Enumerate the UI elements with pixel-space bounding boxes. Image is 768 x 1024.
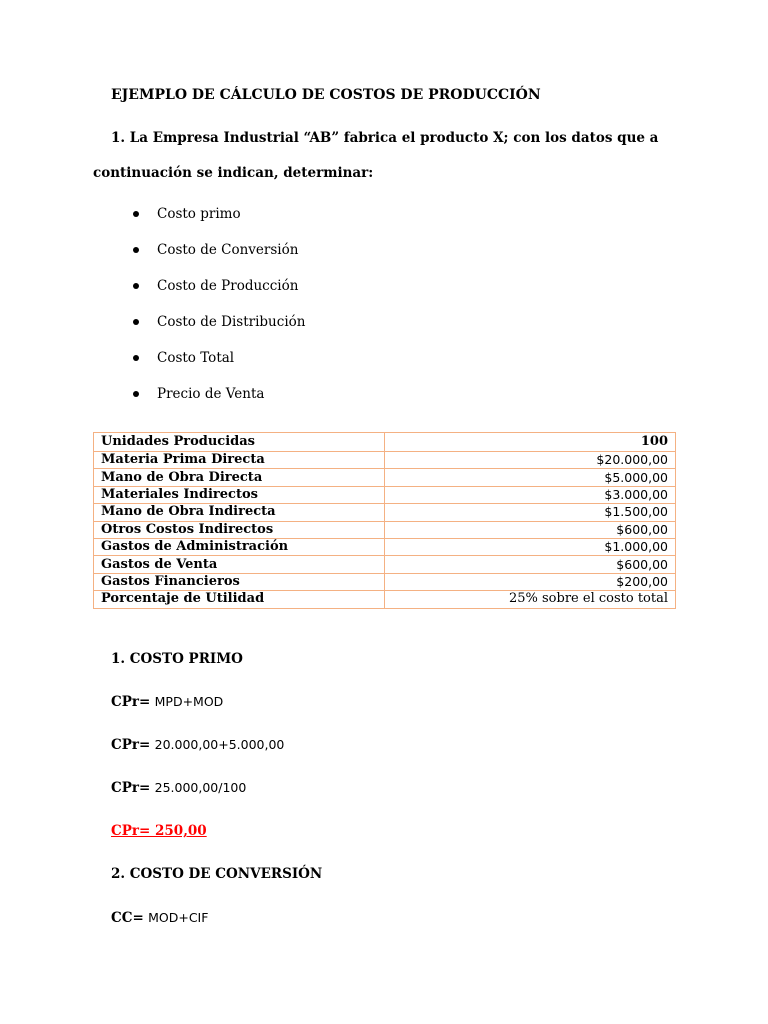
bullet-icon — [133, 283, 139, 289]
table-row — [94, 486, 676, 503]
bullet-icon — [133, 391, 139, 397]
list-item — [130, 314, 305, 350]
costo-primo-result: CPr= 250,00 — [111, 823, 207, 839]
problem-statement-line-2: continuación se indican, determinar: — [93, 165, 374, 181]
table-row — [94, 591, 676, 608]
table-row — [94, 469, 676, 486]
bullet-icon — [133, 211, 139, 217]
cost-data-table — [93, 432, 676, 609]
formula-label: CPr= — [111, 780, 151, 796]
table-row — [94, 452, 676, 469]
row-value: 25% sobre el costo total — [385, 591, 676, 608]
row-label: Porcentaje de Utilidad — [94, 591, 385, 608]
row-value: $600,00 — [385, 556, 676, 573]
row-label: Gastos de Administración — [94, 538, 385, 555]
problem-statement-line-1: 1. La Empresa Industrial “AB” fabrica el producto X; con los datos que a — [111, 130, 659, 146]
bullet-icon — [133, 319, 139, 325]
row-label: Mano de Obra Indirecta — [94, 504, 385, 521]
row-value: $200,00 — [385, 573, 676, 590]
row-value: $3.000,00 — [385, 486, 676, 503]
formula-line — [111, 780, 246, 796]
list-item-label: Costo primo — [157, 206, 241, 222]
formula-expression: MOD+CIF — [148, 910, 209, 925]
row-label: Gastos de Venta — [94, 556, 385, 573]
row-label: Materia Prima Directa — [94, 452, 385, 469]
table-row — [94, 433, 676, 452]
row-label: Otros Costos Indirectos — [94, 521, 385, 538]
table-row — [94, 573, 676, 590]
formula-line — [111, 737, 284, 753]
table-row — [94, 538, 676, 555]
list-item-label: Costo de Producción — [157, 278, 299, 294]
list-item — [130, 242, 305, 278]
row-value: $5.000,00 — [385, 469, 676, 486]
formula-expression: MPD+MOD — [154, 694, 224, 709]
formula-label: CC= — [111, 910, 144, 926]
list-item-label: Precio de Venta — [157, 386, 265, 402]
list-item-label: Costo de Conversión — [157, 242, 299, 258]
document-title: EJEMPLO DE CÁLCULO DE COSTOS DE PRODUCCIÓN — [111, 87, 541, 103]
bullet-icon — [133, 355, 139, 361]
formula-expression: 25.000,00/100 — [154, 780, 247, 795]
row-label: Unidades Producidas — [94, 433, 385, 452]
row-value: $1.000,00 — [385, 538, 676, 555]
formula-line — [111, 694, 223, 710]
table-row — [94, 504, 676, 521]
row-label: Gastos Financieros — [94, 573, 385, 590]
requirements-list — [130, 206, 305, 422]
table-row — [94, 521, 676, 538]
list-item — [130, 206, 305, 242]
table-row — [94, 556, 676, 573]
list-item — [130, 350, 305, 386]
list-item-label: Costo Total — [157, 350, 235, 366]
bullet-icon — [133, 247, 139, 253]
list-item — [130, 278, 305, 314]
list-item — [130, 386, 305, 422]
list-item-label: Costo de Distribución — [157, 314, 306, 330]
section-heading-costo-conversion: 2. COSTO DE CONVERSIÓN — [111, 866, 323, 882]
formula-expression: 20.000,00+5.000,00 — [154, 737, 285, 752]
formula-label: CPr= — [111, 694, 151, 710]
row-value: 100 — [385, 433, 676, 452]
formula-line — [111, 910, 208, 926]
row-label: Mano de Obra Directa — [94, 469, 385, 486]
formula-label: CPr= — [111, 737, 151, 753]
row-label: Materiales Indirectos — [94, 486, 385, 503]
section-heading-costo-primo: 1. COSTO PRIMO — [111, 651, 243, 667]
row-value: $20.000,00 — [385, 452, 676, 469]
row-value: $600,00 — [385, 521, 676, 538]
row-value: $1.500,00 — [385, 504, 676, 521]
